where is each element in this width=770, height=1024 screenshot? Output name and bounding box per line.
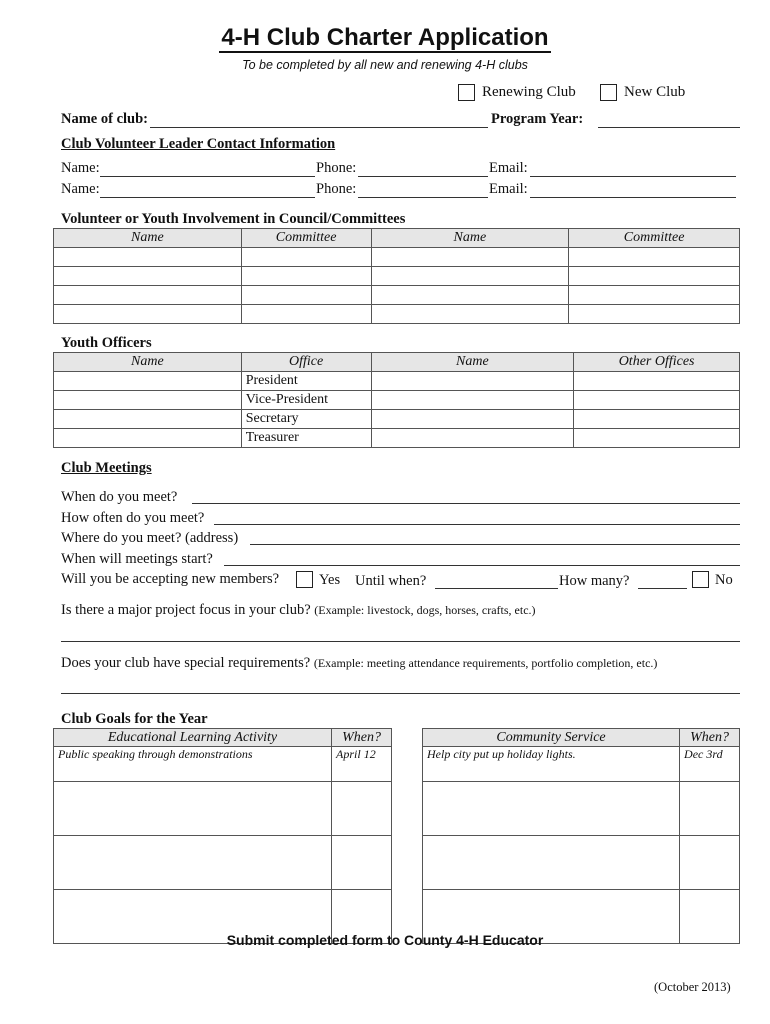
meet-when-label: When do you meet? bbox=[61, 489, 178, 505]
meet-where-label: Where do you meet? (address) bbox=[61, 530, 239, 546]
program-year-label: Program Year: bbox=[491, 111, 584, 127]
table-row bbox=[423, 836, 740, 890]
renewing-club-label: Renewing Club bbox=[482, 84, 576, 100]
educational-goals-table bbox=[53, 728, 392, 944]
submit-instruction: Submit completed form to County 4-H Educator bbox=[226, 932, 544, 948]
goals-section-heading: Club Goals for the Year bbox=[61, 711, 208, 727]
office-president: President bbox=[241, 372, 371, 391]
cs-example-activity[interactable]: Help city put up holiday lights. bbox=[423, 747, 680, 782]
council-col-name-2: Name bbox=[371, 229, 569, 248]
council-col-committee: Committee bbox=[241, 229, 371, 248]
new-club-label: New Club bbox=[624, 84, 686, 100]
form-date: (October 2013) bbox=[654, 980, 731, 994]
table-row bbox=[54, 391, 740, 410]
accepting-members-label: Will you be accepting new members? bbox=[61, 571, 280, 587]
special-req-example: (Example: meeting attendance requirements, portfolio completion, etc.) bbox=[313, 656, 658, 670]
cs-example-when[interactable]: Dec 3rd bbox=[680, 747, 740, 782]
table-row bbox=[54, 248, 740, 267]
project-focus-field[interactable] bbox=[61, 641, 740, 642]
edu-example-activity[interactable]: Public speaking through demonstrations bbox=[54, 747, 332, 782]
page-title: 4-H Club Charter Application bbox=[221, 24, 549, 51]
officers-col-other-offices: Other Offices bbox=[574, 353, 740, 372]
club-name-field[interactable] bbox=[150, 127, 488, 128]
meet-often-label: How often do you meet? bbox=[61, 510, 205, 526]
club-name-label: Name of club: bbox=[61, 111, 148, 127]
table-row bbox=[423, 782, 740, 836]
leader2-phone-label: Phone: bbox=[316, 181, 357, 197]
community-service-table bbox=[422, 728, 740, 944]
leader1-phone-field[interactable] bbox=[358, 176, 488, 177]
officers-col-office: Office bbox=[241, 353, 371, 372]
table-row bbox=[54, 429, 740, 448]
meetings-section-heading: Club Meetings bbox=[61, 460, 152, 476]
edu-activity-header: Educational Learning Activity bbox=[54, 729, 332, 747]
leader-section-heading: Club Volunteer Leader Contact Information bbox=[61, 136, 336, 152]
special-req-question bbox=[61, 655, 657, 672]
leader2-phone-field[interactable] bbox=[358, 197, 488, 198]
leader2-email-label: Email: bbox=[489, 181, 528, 197]
meet-often-field[interactable] bbox=[214, 524, 740, 525]
meet-where-field[interactable] bbox=[250, 544, 740, 545]
leader1-name-field[interactable] bbox=[100, 176, 315, 177]
special-req-field[interactable] bbox=[61, 693, 740, 694]
officers-col-name-2: Name bbox=[371, 353, 574, 372]
leader2-email-field[interactable] bbox=[530, 197, 736, 198]
table-row bbox=[54, 305, 740, 324]
office-secretary: Secretary bbox=[241, 410, 371, 429]
leader2-name-field[interactable] bbox=[100, 197, 315, 198]
meet-when-field[interactable] bbox=[192, 503, 740, 504]
project-focus-question bbox=[61, 602, 536, 619]
accepting-no-label: No bbox=[715, 572, 733, 588]
table-row bbox=[54, 747, 392, 782]
accepting-yes-label: Yes bbox=[319, 572, 341, 588]
edu-when-header: When? bbox=[332, 729, 392, 747]
page-subtitle: To be completed by all new and renewing 4-H clubs bbox=[242, 58, 528, 72]
officers-section-heading: Youth Officers bbox=[61, 335, 152, 351]
project-focus-label: Is there a major project focus in your club? bbox=[61, 602, 311, 618]
project-focus-example: (Example: livestock, dogs, horses, crafts, etc.) bbox=[314, 603, 536, 617]
table-row bbox=[54, 410, 740, 429]
officers-table bbox=[53, 352, 740, 448]
table-row bbox=[54, 782, 392, 836]
cs-activity-header: Community Service bbox=[423, 729, 680, 747]
table-row bbox=[54, 372, 740, 391]
until-when-field[interactable] bbox=[435, 588, 558, 589]
meet-start-label: When will meetings start? bbox=[61, 551, 213, 567]
table-row bbox=[423, 747, 740, 782]
office-treasurer: Treasurer bbox=[241, 429, 371, 448]
leader1-email-field[interactable] bbox=[530, 176, 736, 177]
edu-example-when[interactable]: April 12 bbox=[332, 747, 392, 782]
until-when-label: Until when? bbox=[355, 573, 427, 589]
council-section-heading: Volunteer or Youth Involvement in Council/Committees bbox=[61, 211, 406, 227]
leader1-phone-label: Phone: bbox=[316, 160, 357, 176]
office-vice-president: Vice-President bbox=[241, 391, 371, 410]
council-table bbox=[53, 228, 740, 324]
leader1-name-label: Name: bbox=[61, 160, 100, 176]
leader2-name-label: Name: bbox=[61, 181, 100, 197]
program-year-field[interactable] bbox=[598, 127, 740, 128]
how-many-label: How many? bbox=[559, 573, 630, 589]
accepting-no-checkbox[interactable] bbox=[692, 571, 709, 588]
meet-start-field[interactable] bbox=[224, 565, 740, 566]
special-req-label: Does your club have special requirements? bbox=[61, 655, 311, 671]
renewing-club-checkbox[interactable] bbox=[458, 84, 475, 101]
officers-col-name: Name bbox=[54, 353, 242, 372]
table-row bbox=[54, 286, 740, 305]
council-col-name: Name bbox=[54, 229, 242, 248]
table-row bbox=[54, 267, 740, 286]
council-col-committee-2: Committee bbox=[569, 229, 740, 248]
accepting-yes-checkbox[interactable] bbox=[296, 571, 313, 588]
new-club-checkbox[interactable] bbox=[600, 84, 617, 101]
table-row bbox=[54, 836, 392, 890]
how-many-field[interactable] bbox=[638, 588, 687, 589]
cs-when-header: When? bbox=[680, 729, 740, 747]
leader1-email-label: Email: bbox=[489, 160, 528, 176]
